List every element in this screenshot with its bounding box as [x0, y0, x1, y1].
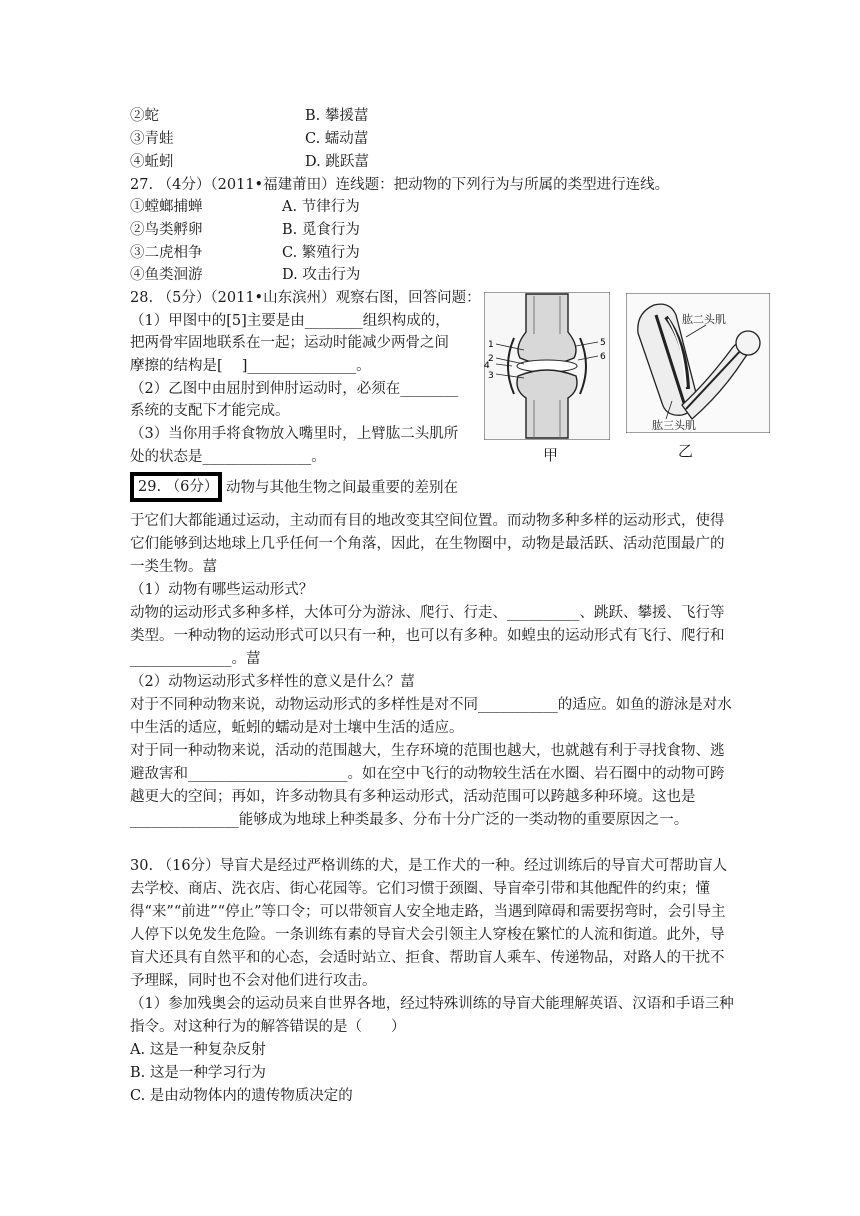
- label-biceps: 肱二头肌: [682, 313, 726, 326]
- joint-label-3: 3: [488, 371, 494, 381]
- q29-first-line: 动物与其他生物之间最重要的差别在: [226, 480, 458, 496]
- q29-paragraph-2: 动物的运动形式多种多样，大体可分为游泳、爬行、行走、__________、跳跃、攀援、飞行等类型。一种动物的运动形式可以只有一种，也可以有多种。如蝗虫的运动形式有飞行、爬行和______________。葍: [130, 605, 725, 667]
- q28-line-5: 系统的支配下才能完成。: [130, 403, 290, 419]
- arm-figure-yi: [626, 293, 770, 433]
- q27-right-d: D. 攻击行为: [282, 267, 361, 283]
- q27-left-1: ①螳螂捕蝉: [130, 199, 203, 215]
- q28-line-6: （3）当你用手将食物放入嘴里时，上臂肱二头肌所: [130, 426, 459, 442]
- q27-left-4: ④鱼类洄游: [130, 267, 203, 283]
- q29-paragraph-3: 对于不同种动物来说，动物运动形式的多样性是对不同___________的适应。如鱼的游泳是对水中生活的适应，蚯蚓的蠕动是对土壤中生活的适应。: [130, 697, 732, 736]
- q28-title: 28. （5分）（2011•山东滨州）观察右图，回答问题：: [130, 290, 481, 306]
- q29-number-box: [130, 472, 222, 502]
- joint-label-5: 5: [600, 338, 606, 348]
- q26-left-2: ②蛇: [130, 108, 159, 124]
- q28-line-3: 摩擦的结构是[ ]_______________。: [130, 358, 371, 374]
- q28-line-2: 把两骨牢固地联系在一起；运动时能减少两骨之间: [130, 335, 449, 351]
- q30-body: [130, 855, 736, 1108]
- q30-option-c: C. 是由动物体内的遗传物质决定的: [130, 1088, 353, 1104]
- q26-right-d: D. 跳跃葍: [305, 154, 369, 170]
- q27-left-2: ②鸟类孵卵: [130, 222, 203, 238]
- q26-left-3: ③青蛙: [130, 131, 174, 147]
- q27-right-b: B. 觅食行为: [282, 222, 360, 238]
- joint-label-2: 2: [488, 354, 494, 364]
- joint-label-4: 4: [484, 361, 490, 371]
- q29-sub-question-1: （1）动物有哪些运动形式？: [130, 582, 314, 598]
- q29-body: [130, 510, 736, 832]
- q29-number: 29. （6分）: [138, 479, 219, 495]
- q27-right-a: A. 节律行为: [282, 199, 360, 215]
- q26-right-b: B. 攀援葍: [305, 108, 369, 124]
- figure-jia-caption: 甲: [543, 446, 559, 464]
- joint-label-6: 6: [600, 352, 606, 362]
- q30-paragraph-1: 30. （16分）导盲犬是经过严格训练的犬，是工作犬的一种。经过训练后的导盲犬可帮助盲人去学校、商店、洗衣店、街心花园等。它们习惯于颈圈、导盲牵引带和其他配件的约束；懂得“来”“前进”“停止”等口令；可以带领盲人安全地走路，当遇到障碍和需要拐弯时，会引导主人停下以免发生危险。一条训练有素的导盲犬会引领主人穿梭在繁忙的人流和街道。此外，导盲犬还具有自然平和的心态，会适时站立、拒食、帮助盲人乘车、传递物品，对路人的干扰不予理睬，同时也不会对他们进行攻击。: [130, 858, 728, 989]
- q28-line-1: （1）甲图中的[5]主要是由________组织构成的，: [130, 313, 450, 329]
- q29-paragraph-4: 对于同一种动物来说，活动的范围越大，生存环境的范围也越大，也就越有利于寻找食物、逃避敌害和______________________。如在空中飞行的动物较生活在水圈、岩石圈中的动物可跨越更大的空间；再如，许多动物具有多种运动形式，活动范围可以跨越多种环境。这也是_______________能够成为地球上种类最多、分布十分广泛的一类动物的重要原因之一。: [130, 743, 725, 828]
- q26-right-c: C. 蠕动葍: [305, 131, 369, 147]
- q28-line-4: （2）乙图中由屈肘到伸肘运动时，必须在________: [130, 381, 459, 397]
- q30-option-a: A. 这是一种复杂反射: [130, 1042, 266, 1058]
- q28-line-7: 处的状态是_______________。: [130, 449, 326, 465]
- q26-left-4: ④蚯蚓: [130, 154, 174, 170]
- figure-yi-caption: 乙: [678, 442, 694, 460]
- q30-option-b: B. 这是一种学习行为: [130, 1065, 266, 1081]
- q27-right-c: C. 繁殖行为: [282, 245, 360, 261]
- q30-sub-question-1: （1）参加残奥会的运动员来自世界各地，经过特殊训练的导盲犬能理解英语、汉语和手语三种指令。对这种行为的解答错误的是（ ）: [130, 996, 734, 1035]
- q29-sub-question-2: （2）动物运动形式多样性的意义是什么？葍: [130, 674, 415, 690]
- label-triceps: 肱三头肌: [652, 419, 696, 432]
- q27-title: 27. （4分）（2011•福建莆田）连线题：把动物的下列行为与所属的类型进行连线。: [130, 177, 670, 193]
- joint-diagram: [484, 292, 610, 440]
- q27-left-3: ③二虎相争: [130, 245, 203, 261]
- joint-figure-jia: [484, 292, 610, 440]
- q29-paragraph-1: 于它们大都能通过运动，主动而有目的地改变其空间位置。而动物多种多样的运动形式，使得它们能够到达地球上几乎任何一个角落，因此，在生物圈中，动物是最活跃、活动范围最广的一类生物。葍: [130, 513, 725, 575]
- joint-label-1: 1: [488, 340, 494, 350]
